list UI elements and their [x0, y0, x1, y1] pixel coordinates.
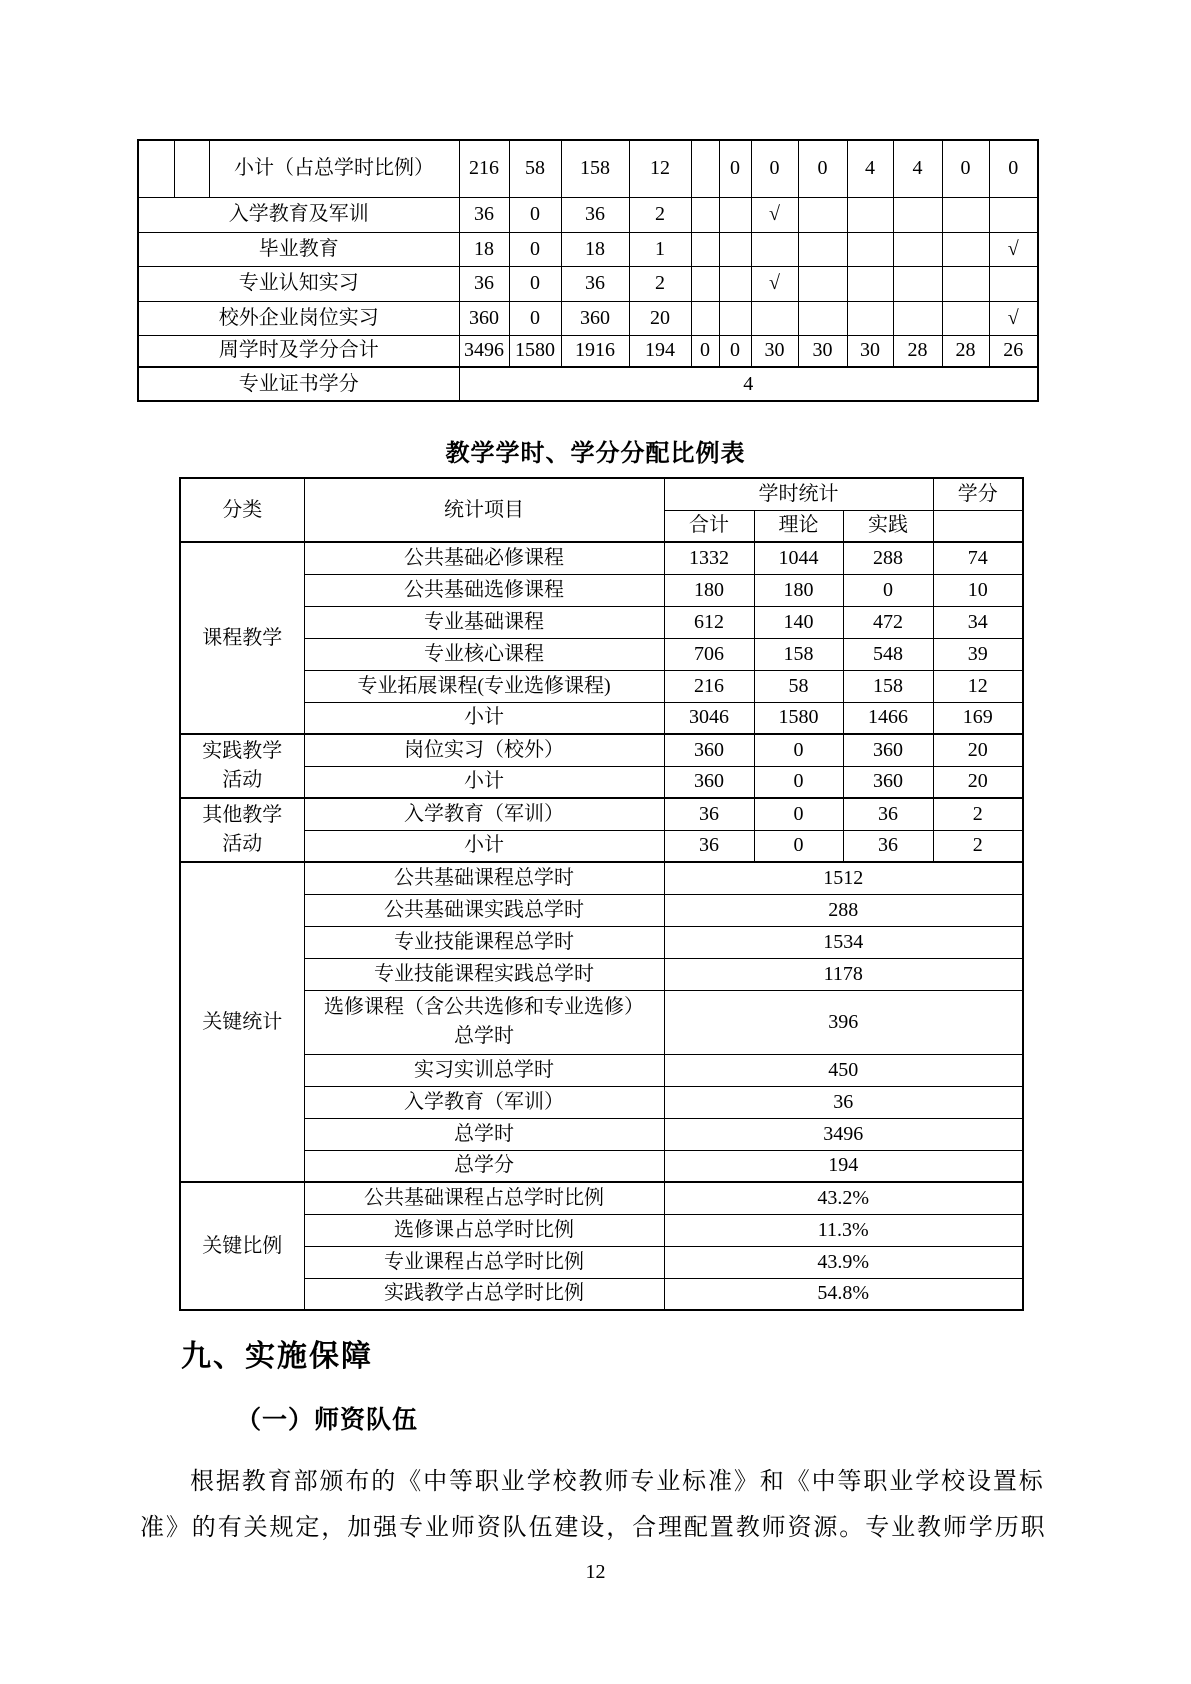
item-label: [304, 990, 664, 1054]
cell: [174, 140, 209, 197]
table-row: [180, 958, 1023, 990]
value-cell: 450: [664, 1054, 1023, 1086]
value-cell: 288: [664, 894, 1023, 926]
header-category: 分类: [180, 478, 304, 542]
value-cell: 1580: [754, 702, 843, 734]
value-cell: 360: [843, 766, 933, 798]
item-label: 入学教育（军训）: [304, 798, 664, 830]
header-theory: 理论: [754, 510, 843, 542]
header-credits: 学分: [933, 478, 1023, 510]
value-cell: 1332: [664, 542, 754, 574]
value-cell: 4: [459, 367, 1038, 401]
item-label: 专业核心课程: [304, 638, 664, 670]
semester-cell: [691, 266, 719, 301]
semester-cell: [798, 232, 847, 266]
value-cell: 10: [933, 574, 1023, 606]
table-row: [180, 1054, 1023, 1086]
value-cell: 706: [664, 638, 754, 670]
semester-cell: [847, 301, 893, 335]
item-label: 专业技能课程总学时: [304, 926, 664, 958]
group-label-practice-teaching: [180, 734, 304, 798]
value-cell: 20: [933, 766, 1023, 798]
semester-cell: [719, 301, 751, 335]
header-credits-sub: [933, 510, 1023, 542]
item-label: 专业技能课程实践总学时: [304, 958, 664, 990]
item-label: 专业课程占总学时比例: [304, 1246, 664, 1278]
value-cell: 36: [459, 266, 509, 301]
semester-cell: [719, 266, 751, 301]
semester-cell: [893, 197, 942, 232]
table-row: [138, 197, 1038, 232]
value-cell: 36: [664, 1086, 1023, 1118]
semester-cell: [691, 140, 719, 197]
header-row: [180, 478, 1023, 510]
table-row-subtotal: [180, 766, 1023, 798]
value-cell: 1178: [664, 958, 1023, 990]
value-cell: 180: [664, 574, 754, 606]
table-row: [138, 140, 1038, 197]
value-cell: 0: [509, 197, 561, 232]
value-cell: 36: [664, 798, 754, 830]
value-cell: 0: [509, 301, 561, 335]
table-row: [180, 926, 1023, 958]
value-cell: 158: [561, 140, 629, 197]
semester-cell: [942, 232, 989, 266]
header-hours: 学时统计: [664, 478, 933, 510]
semester-cell: [798, 266, 847, 301]
item-label: 专业基础课程: [304, 606, 664, 638]
check-cell: √: [751, 197, 798, 232]
semester-cell: 0: [989, 140, 1038, 197]
value-cell: 169: [933, 702, 1023, 734]
value-cell: 194: [664, 1150, 1023, 1182]
table-row: [180, 606, 1023, 638]
semester-cell: [719, 197, 751, 232]
group-label-other-teaching: [180, 798, 304, 862]
table-title: 教学学时、学分分配比例表: [445, 441, 746, 467]
item-label: 小计: [304, 830, 664, 862]
value-cell: 58: [754, 670, 843, 702]
item-label: 总学分: [304, 1150, 664, 1182]
row-label: 专业证书学分: [138, 367, 459, 401]
value-cell: 216: [459, 140, 509, 197]
check-cell: √: [989, 232, 1038, 266]
group-label-key-ratios: 关键比例: [180, 1182, 304, 1310]
semester-cell: [942, 266, 989, 301]
group-label-line: 活动: [222, 833, 263, 855]
semester-cell: 28: [942, 335, 989, 367]
table-row-subtotal: [180, 702, 1023, 734]
value-cell: 2: [933, 830, 1023, 862]
value-cell: 18: [459, 232, 509, 266]
semester-cell: 4: [847, 140, 893, 197]
semester-cell: [942, 197, 989, 232]
table-row: [138, 232, 1038, 266]
value-cell: 0: [509, 232, 561, 266]
check-cell: √: [751, 266, 798, 301]
value-cell: 20: [629, 301, 691, 335]
value-cell: 548: [843, 638, 933, 670]
semester-cell: 4: [893, 140, 942, 197]
item-label: 实践教学占总学时比例: [304, 1278, 664, 1310]
table-row: [180, 1246, 1023, 1278]
value-cell: 216: [664, 670, 754, 702]
semester-cell: 0: [691, 335, 719, 367]
hours-credits-distribution-table: [179, 477, 1024, 1311]
value-cell: 43.2%: [664, 1182, 1023, 1214]
table-row: [180, 670, 1023, 702]
value-cell: 0: [754, 830, 843, 862]
semester-cell: [989, 266, 1038, 301]
item-label: 岗位实习（校外）: [304, 734, 664, 766]
table-row: [180, 1182, 1023, 1214]
table-row: [180, 1118, 1023, 1150]
table-row: [180, 638, 1023, 670]
table-row: [180, 862, 1023, 894]
value-cell: 180: [754, 574, 843, 606]
value-cell: 36: [459, 197, 509, 232]
value-cell: 12: [629, 140, 691, 197]
value-cell: 360: [843, 734, 933, 766]
semester-cell: [893, 301, 942, 335]
semester-cell: 28: [893, 335, 942, 367]
table-row: [180, 990, 1023, 1054]
group-label-line: 实践教学: [202, 740, 283, 762]
table-row: [180, 798, 1023, 830]
value-cell: 58: [509, 140, 561, 197]
value-cell: 36: [561, 197, 629, 232]
value-cell: 1534: [664, 926, 1023, 958]
item-label: 总学时: [304, 1118, 664, 1150]
table-row-total: [138, 335, 1038, 367]
value-cell: 3496: [459, 335, 509, 367]
group-label-line: 其他教学: [202, 804, 283, 826]
value-cell: 1512: [664, 862, 1023, 894]
semester-cell: [847, 197, 893, 232]
semester-cell: 26: [989, 335, 1038, 367]
semester-cell: [847, 232, 893, 266]
value-cell: 1044: [754, 542, 843, 574]
value-cell: 158: [843, 670, 933, 702]
item-label: 公共基础课实践总学时: [304, 894, 664, 926]
header-practice: 实践: [843, 510, 933, 542]
value-cell: 36: [843, 798, 933, 830]
header-item: 统计项目: [304, 478, 664, 542]
semester-cell: 30: [847, 335, 893, 367]
section-heading: 九、实施保障: [181, 1340, 373, 1373]
value-cell: 2: [629, 266, 691, 301]
group-label-line: 活动: [222, 769, 263, 791]
item-label: 选修课占总学时比例: [304, 1214, 664, 1246]
item-label: 小计: [304, 702, 664, 734]
item-label: 公共基础课程总学时: [304, 862, 664, 894]
table-row: [180, 894, 1023, 926]
semester-cell: 0: [751, 140, 798, 197]
semester-cell: [751, 232, 798, 266]
value-cell: 36: [843, 830, 933, 862]
weekly-hours-credits-table: [137, 139, 1039, 402]
body-text-line: 准》的有关规定，加强专业师资队伍建设，合理配置教师资源。专业教师学历职: [140, 1515, 1047, 1541]
value-cell: 360: [459, 301, 509, 335]
table-row: [138, 301, 1038, 335]
row-label: 校外企业岗位实习: [138, 301, 459, 335]
item-label-line: 总学时: [454, 1025, 514, 1047]
value-cell: 54.8%: [664, 1278, 1023, 1310]
value-cell: 2: [629, 197, 691, 232]
value-cell: 18: [561, 232, 629, 266]
semester-cell: [893, 232, 942, 266]
value-cell: 140: [754, 606, 843, 638]
item-label-line: 选修课程（含公共选修和专业选修）: [324, 996, 644, 1018]
value-cell: 194: [629, 335, 691, 367]
subsection-heading: （一）师资队伍: [236, 1407, 419, 1434]
group-label-key-statistics: 关键统计: [180, 862, 304, 1182]
semester-cell: [893, 266, 942, 301]
value-cell: 12: [933, 670, 1023, 702]
table-row: [180, 574, 1023, 606]
value-cell: 20: [933, 734, 1023, 766]
value-cell: 1466: [843, 702, 933, 734]
semester-cell: [691, 232, 719, 266]
semester-cell: 0: [719, 335, 751, 367]
row-label: 专业认知实习: [138, 266, 459, 301]
value-cell: 39: [933, 638, 1023, 670]
value-cell: 612: [664, 606, 754, 638]
value-cell: 472: [843, 606, 933, 638]
table-row: [180, 1214, 1023, 1246]
semester-cell: 0: [942, 140, 989, 197]
row-label: 毕业教育: [138, 232, 459, 266]
table-row: [180, 1086, 1023, 1118]
value-cell: 34: [933, 606, 1023, 638]
semester-cell: 0: [719, 140, 751, 197]
value-cell: 0: [754, 798, 843, 830]
value-cell: 1: [629, 232, 691, 266]
value-cell: 11.3%: [664, 1214, 1023, 1246]
item-label: 公共基础必修课程: [304, 542, 664, 574]
value-cell: 3046: [664, 702, 754, 734]
value-cell: 3496: [664, 1118, 1023, 1150]
value-cell: 2: [933, 798, 1023, 830]
value-cell: 360: [561, 301, 629, 335]
table-row: [138, 266, 1038, 301]
header-total: 合计: [664, 510, 754, 542]
check-cell: √: [989, 301, 1038, 335]
value-cell: 360: [664, 734, 754, 766]
semester-cell: [798, 301, 847, 335]
group-label-course-teaching: 课程教学: [180, 542, 304, 734]
value-cell: 74: [933, 542, 1023, 574]
value-cell: 0: [509, 266, 561, 301]
value-cell: 1916: [561, 335, 629, 367]
semester-cell: [719, 232, 751, 266]
semester-cell: [847, 266, 893, 301]
item-label: 公共基础课程占总学时比例: [304, 1182, 664, 1214]
semester-cell: 0: [798, 140, 847, 197]
semester-cell: [691, 197, 719, 232]
item-label: 公共基础选修课程: [304, 574, 664, 606]
semester-cell: [989, 197, 1038, 232]
table-row: [180, 542, 1023, 574]
body-text-line: 根据教育部颁布的《中等职业学校教师专业标准》和《中等职业学校设置标: [190, 1469, 1045, 1495]
item-label: 入学教育（军训）: [304, 1086, 664, 1118]
value-cell: 0: [754, 766, 843, 798]
item-label: 实习实训总学时: [304, 1054, 664, 1086]
semester-cell: 30: [751, 335, 798, 367]
row-label: 入学教育及军训: [138, 197, 459, 232]
item-label: 专业拓展课程(专业选修课程): [304, 670, 664, 702]
value-cell: 36: [664, 830, 754, 862]
semester-cell: [942, 301, 989, 335]
value-cell: 360: [664, 766, 754, 798]
value-cell: 0: [754, 734, 843, 766]
value-cell: 36: [561, 266, 629, 301]
row-label: 小计（占总学时比例）: [209, 140, 459, 197]
value-cell: 288: [843, 542, 933, 574]
cell: [138, 140, 174, 197]
semester-cell: [751, 301, 798, 335]
value-cell: 396: [664, 990, 1023, 1054]
semester-cell: 30: [798, 335, 847, 367]
item-label: 小计: [304, 766, 664, 798]
row-label: 周学时及学分合计: [138, 335, 459, 367]
page-number: 12: [585, 1561, 606, 1583]
semester-cell: [691, 301, 719, 335]
semester-cell: [798, 197, 847, 232]
table-row-subtotal: [180, 830, 1023, 862]
value-cell: 43.9%: [664, 1246, 1023, 1278]
table-row: [180, 1278, 1023, 1310]
table-row-certificate: [138, 367, 1038, 401]
value-cell: 1580: [509, 335, 561, 367]
value-cell: 158: [754, 638, 843, 670]
value-cell: 0: [843, 574, 933, 606]
table-row: [180, 734, 1023, 766]
table-row: [180, 1150, 1023, 1182]
